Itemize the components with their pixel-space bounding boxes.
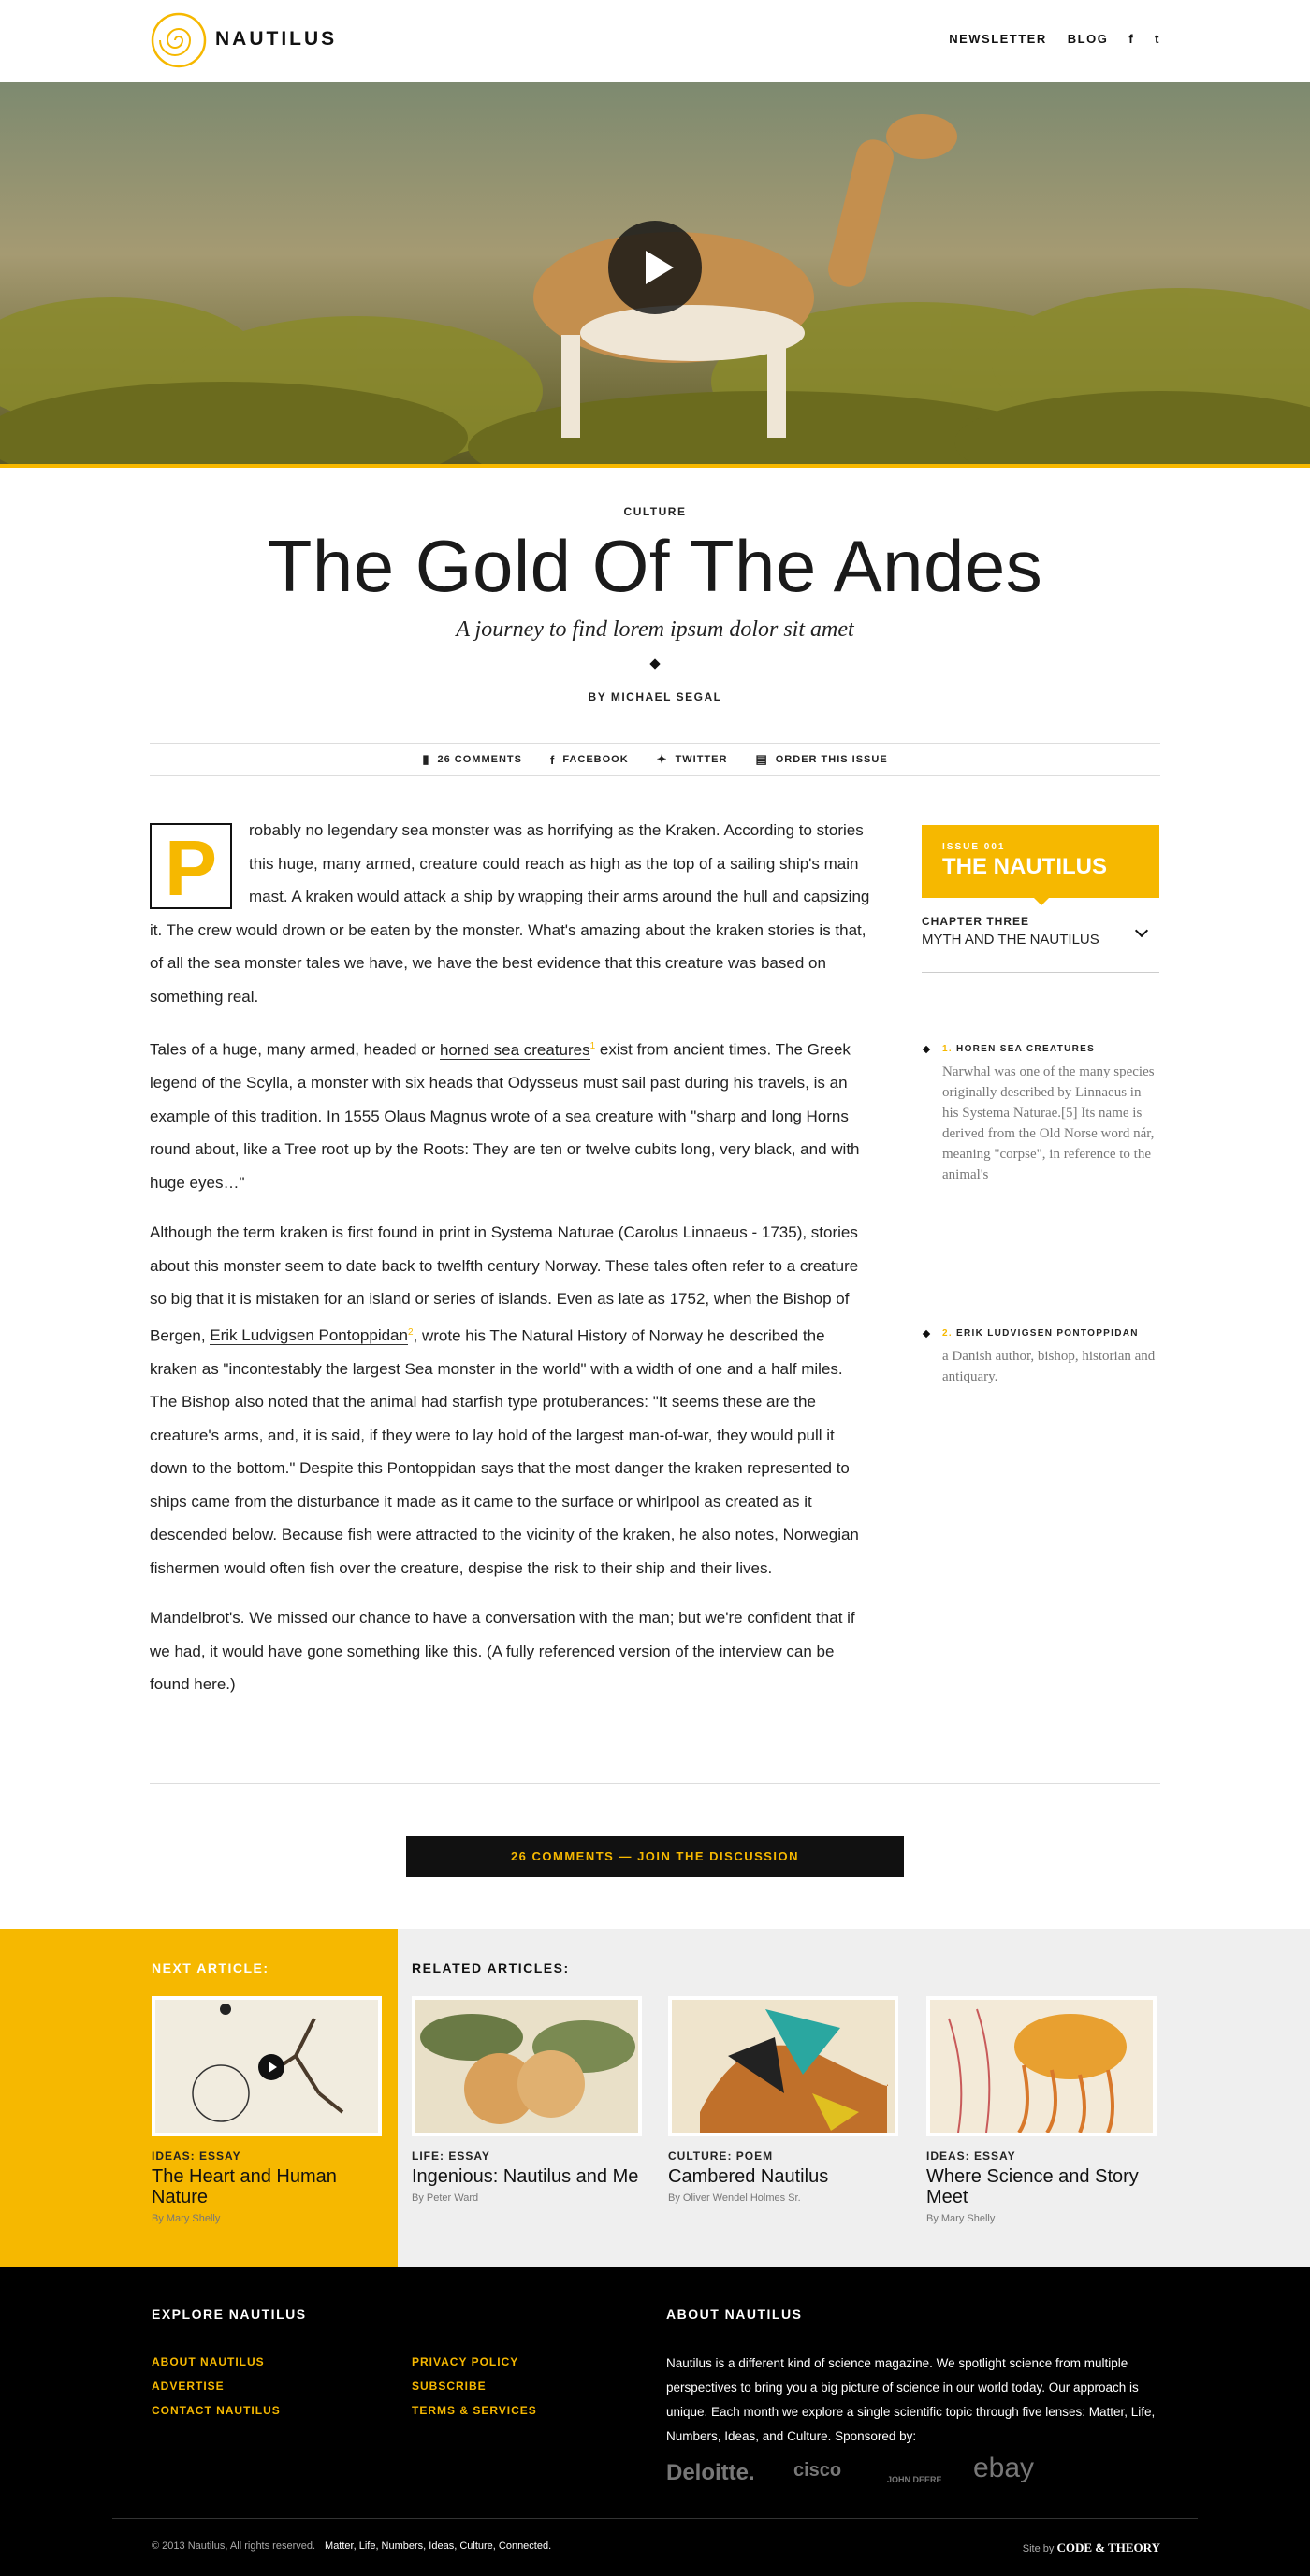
facebook-icon[interactable]: f xyxy=(1128,32,1135,46)
next-article-label: NEXT ARTICLE: xyxy=(152,1961,269,1975)
related-article-thumbnail[interactable] xyxy=(926,1996,1157,2136)
site-credit-label: Site by xyxy=(1022,2543,1055,2554)
chapter-label: CHAPTER THREE xyxy=(922,915,1030,928)
site-header xyxy=(0,0,1310,82)
paragraph-2 xyxy=(150,1030,870,1199)
related-article-kicker[interactable]: LIFE: ESSAY xyxy=(412,2149,490,2163)
order-issue-link[interactable] xyxy=(755,752,887,767)
nav-newsletter[interactable]: NEWSLETTER xyxy=(949,32,1047,46)
nav-blog[interactable]: BLOG xyxy=(1067,32,1109,46)
article-subtitle: A journey to find lorem ipsum dolor sit amet xyxy=(456,617,854,642)
order-label: ORDER THIS ISSUE xyxy=(775,754,888,765)
footer-rule xyxy=(112,2518,1198,2519)
related-article-author: By Peter Ward xyxy=(412,2192,479,2204)
paragraph-2-text-a: Tales of a huge, many armed, headed or xyxy=(150,1040,440,1059)
top-nav xyxy=(949,32,1160,46)
sponsor-deloitte[interactable]: Deloitte. xyxy=(666,2460,755,2485)
footnote-link-1[interactable]: horned sea creatures xyxy=(439,1040,590,1059)
footer-link-subscribe[interactable]: SUBSCRIBE xyxy=(412,2380,487,2393)
footer-link-privacy[interactable]: PRIVACY POLICY xyxy=(412,2355,519,2368)
next-article-thumbnail[interactable] xyxy=(152,1996,382,2136)
magazine-icon: ▤ xyxy=(755,752,768,766)
next-article-title[interactable]: The Heart and Human Nature xyxy=(152,2166,337,2207)
sponsor-ebay[interactable]: ebay xyxy=(973,2453,1035,2483)
related-article-thumbnail[interactable] xyxy=(668,1996,898,2136)
paragraph-1 xyxy=(150,814,870,1013)
related-article-thumbnail[interactable] xyxy=(412,1996,642,2136)
twitter-icon[interactable]: t xyxy=(1155,32,1160,46)
related-article-kicker[interactable]: IDEAS: ESSAY xyxy=(926,2149,1016,2163)
hero-video xyxy=(0,82,1310,466)
paragraph-4: Mandelbrot's. We missed our chance to have a conversation with the man; but we're confident that if we had, it would have gone something like this. (A fully referenced version of the interview can be found here.) xyxy=(150,1609,855,1694)
twitter-icon: ✦ xyxy=(656,752,668,766)
explore-heading: EXPLORE NAUTILUS xyxy=(152,2307,307,2322)
section-divider xyxy=(150,1783,1160,1784)
next-article-kicker[interactable]: IDEAS: ESSAY xyxy=(152,2149,241,2163)
dropcap: P xyxy=(150,823,232,909)
footnote-1-head xyxy=(922,1044,1159,1054)
comments-label: 26 COMMENTS xyxy=(437,754,522,765)
collage-illustration xyxy=(672,2000,895,2133)
page-title: The Gold Of The Andes xyxy=(267,525,1043,607)
article-category[interactable]: CULTURE xyxy=(623,505,687,518)
hero-accent-rule xyxy=(0,464,1310,468)
footnote-marker-2[interactable]: 2 xyxy=(407,1326,414,1338)
issue-number: ISSUE 001 xyxy=(942,842,1006,852)
paragraph-3-text-a: Although the term kraken is first found in print in Systema Naturae (Carolus Linnaeus - 1735), stories about this monster seem to date back to twelfth century Norway. These tales often refer to a creature so big that it is mistaken for an island or series of islands. Even as late as 1752, when the Bishop of Bergen, xyxy=(150,1223,859,1345)
copyright xyxy=(152,2540,551,2552)
footer-link-about[interactable]: ABOUT NAUTILUS xyxy=(152,2355,265,2368)
comment-icon: ▮ xyxy=(422,752,430,766)
diamond-ornament-icon xyxy=(649,658,660,669)
footer-tagline: Matter, Life, Numbers, Ideas, Culture, Connected. xyxy=(325,2540,552,2552)
related-article-card[interactable] xyxy=(412,1996,642,2204)
related-article-author: By Mary Shelly xyxy=(926,2213,996,2224)
footnote-2-body: a Danish author, bishop, historian and antiquary. xyxy=(942,1349,1156,1384)
share-bar xyxy=(150,743,1160,776)
paragraph-3-text-b: , wrote his The Natural History of Norway he described the kraken as "incontestably the largest Sea monster in the world" with a width of one and a half miles. The Bishop also noted that the animal had starfish type protuberances: "It seems these are the creature's arms, and, it is said, if they were to lay hold of the largest man-of-war, they would pull it down to the bottom." Despite this Pontoppidan says that the most danger the kraken represented to ships came from the disturbance it made as it came to the surface or whirlpool as created as it descended below. Because fish were attracted to the vicinity of the kraken, he also notes, Norwegian fishermen would often fish over the creature, despise the risk to their ship and their lives. xyxy=(150,1326,859,1577)
copyright-text: © 2013 Nautilus, All rights reserved. xyxy=(152,2540,316,2552)
related-article-kicker[interactable]: CULTURE: POEM xyxy=(668,2149,774,2163)
footnote-1 xyxy=(922,1044,1159,1185)
related-article-title[interactable]: Ingenious: Nautilus and Me xyxy=(412,2166,639,2187)
site-footer xyxy=(0,2267,1310,2576)
footnote-2-number: 2. xyxy=(942,1328,953,1339)
about-heading: ABOUT NAUTILUS xyxy=(666,2307,803,2322)
issue-name: THE NAUTILUS xyxy=(942,854,1107,879)
logo-text[interactable]: NAUTILUS xyxy=(215,28,338,50)
article-byline: BY MICHAEL SEGAL xyxy=(588,690,722,703)
twitter-label: TWITTER xyxy=(675,754,728,765)
related-article-title[interactable]: Cambered Nautilus xyxy=(668,2166,829,2187)
related-article-title[interactable]: Where Science and Story Meet xyxy=(926,2166,1139,2207)
paragraph-1-text: robably no legendary sea monster was as horrifying as the Kraken. According to stories this huge, many armed, creature could reach as high as the top of a sailing ship's main mast. A kraken would attack a ship by wrapping their arms around the hull and capsizing it. The crew would drown or be eaten by the monster. What's amazing about the kraken stories is that, of all the sea monster tales we have, we have the best evidence that this creature was based on something real. xyxy=(150,821,870,1006)
site-credit-name: CODE & THEORY xyxy=(1056,2540,1160,2554)
footer-link-advertise[interactable]: ADVERTISE xyxy=(152,2380,225,2393)
paragraph-3 xyxy=(150,1216,870,1585)
play-video-button[interactable] xyxy=(608,221,702,314)
footnote-link-2[interactable]: Erik Ludvigsen Pontoppidan xyxy=(210,1326,408,1345)
next-article-card[interactable] xyxy=(152,1996,382,2224)
jellyfish-illustration xyxy=(930,2000,1153,2133)
play-icon[interactable] xyxy=(258,2054,284,2080)
facebook-share[interactable] xyxy=(550,753,629,767)
footnote-marker-1[interactable]: 1 xyxy=(590,1041,596,1051)
sponsor-cisco[interactable]: cisco xyxy=(793,2460,842,2481)
facebook-label: FACEBOOK xyxy=(562,754,629,765)
chapter-selector[interactable] xyxy=(922,915,1159,973)
chapter-name: MYTH AND THE NAUTILUS xyxy=(922,932,1099,948)
related-article-author: By Oliver Wendel Holmes Sr. xyxy=(668,2192,801,2204)
fruit-illustration xyxy=(415,2000,638,2133)
related-articles-label: RELATED ARTICLES: xyxy=(412,1961,570,1975)
facebook-icon: f xyxy=(549,752,556,767)
article-body xyxy=(150,814,870,1718)
related-article-card[interactable] xyxy=(926,1996,1157,2224)
twitter-share[interactable] xyxy=(657,752,728,767)
footnote-2-head xyxy=(922,1328,1159,1339)
footnote-1-title: HOREN SEA CREATURES xyxy=(956,1044,1096,1054)
related-article-card[interactable] xyxy=(668,1996,898,2204)
paragraph-2-text-b: exist from ancient times. The Greek legend of the Scylla, a monster with six heads that Odysseus must sail past during his travels, is an example of this tradition. In 1555 Olaus Magnus wrote of a sea creature with "sharp and long Horns round about, like a Tree root up by the Roots: They are ten or twelve cubits long, very black, and with huge eyes…" xyxy=(150,1040,860,1192)
footnote-2 xyxy=(922,1328,1159,1387)
nautilus-logo-icon[interactable] xyxy=(150,11,208,69)
footer-link-contact[interactable]: CONTACT NAUTILUS xyxy=(152,2404,281,2417)
join-discussion-button[interactable]: 26 COMMENTS — JOIN THE DISCUSSION xyxy=(406,1836,904,1877)
site-credit[interactable] xyxy=(1023,2540,1160,2555)
footnote-1-body: Narwhal was one of the many species originally described by Linnaeus in his Systema Naturae.[5] Its name is derived from the Old Norse word nár, meaning "corpse", in reference to the animal's xyxy=(942,1064,1155,1182)
sponsor-john-deere[interactable]: JOHN DEERE xyxy=(887,2475,942,2484)
footnote-1-number: 1. xyxy=(942,1044,953,1054)
footnote-2-title: ERIK LUDVIGSEN PONTOPPIDAN xyxy=(956,1328,1139,1339)
footer-link-terms[interactable]: TERMS & SERVICES xyxy=(412,2404,537,2417)
about-text: Nautilus is a different kind of science magazine. We spotlight science from multiple perspectives to bring you a big picture of science in our world today. Our approach is unique. Each month we explore a single scientific topic through five lenses: Matter, Life, Numbers, Ideas, and Culture. Sponsored by: xyxy=(666,2356,1156,2443)
comments-link[interactable] xyxy=(422,752,522,767)
issue-badge[interactable] xyxy=(922,825,1159,898)
next-article-author: By Mary Shelly xyxy=(152,2213,221,2224)
